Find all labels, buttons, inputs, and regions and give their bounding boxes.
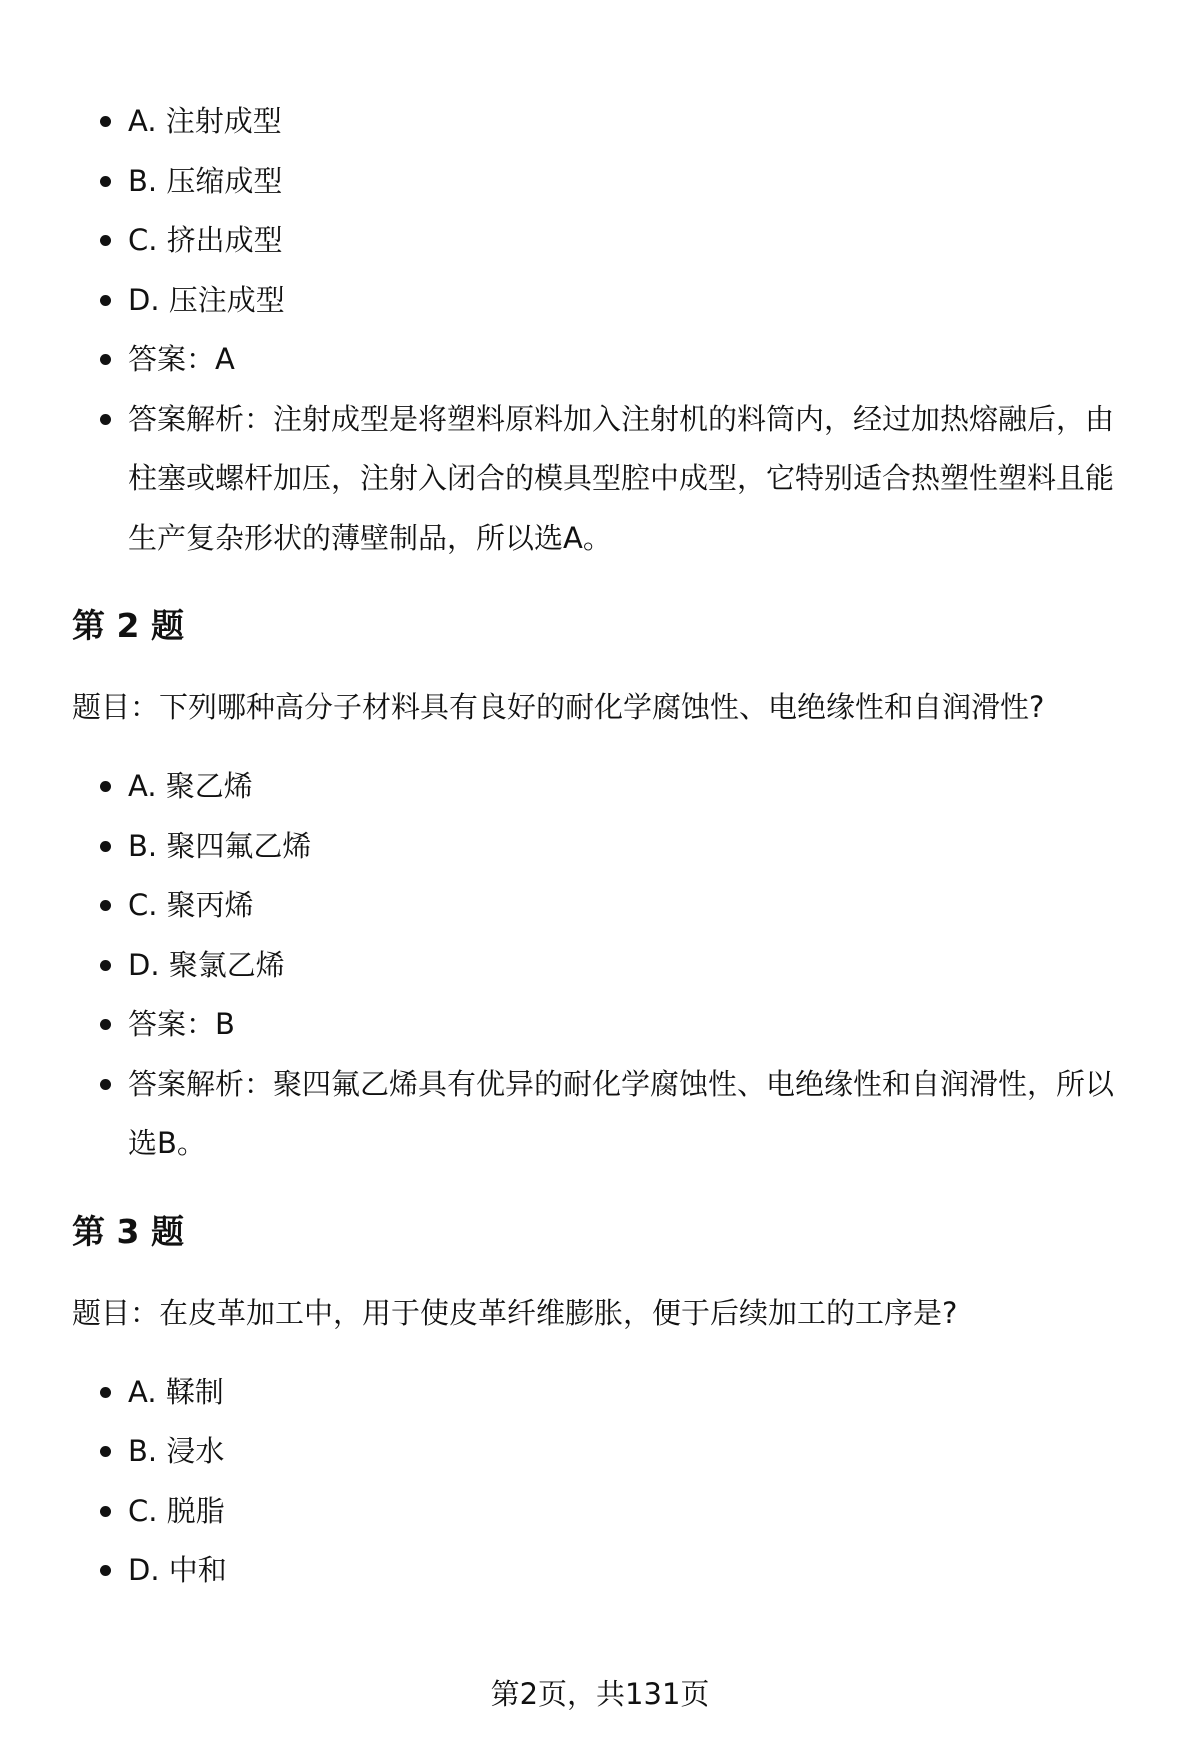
option-d: D. 压注成型 <box>72 271 1152 331</box>
question-2-heading: 第 2 题 <box>72 606 184 645</box>
option-c: C. 脱脂 <box>72 1482 1152 1542</box>
option-a: A. 聚乙烯 <box>72 757 1152 817</box>
question-3-heading: 第 3 题 <box>72 1211 184 1251</box>
answer-explanation <box>72 1055 1152 1174</box>
page-indicator: 第2页，共131页 <box>490 1677 710 1711</box>
question-2-stem: 题目：下列哪种高分子材料具有良好的耐化学腐蚀性、电绝缘性和自润滑性? <box>72 690 1045 724</box>
option-b: B. 浸水 <box>72 1422 1152 1482</box>
explanation-line: 柱塞或螺杆加压，注射入闭合的模具型腔中成型，它特别适合热塑性塑料且能 <box>128 461 1115 495</box>
question-2-options <box>72 757 1152 1174</box>
question-1-options <box>72 92 1152 568</box>
option-b: B. 聚四氟乙烯 <box>72 817 1152 877</box>
explanation-line: 答案解析：注射成型是将塑料原料加入注射机的料筒内，经过加热熔融后，由 <box>128 401 1115 436</box>
option-d: D. 聚氯乙烯 <box>72 936 1152 996</box>
option-a: A. 注射成型 <box>72 92 1152 152</box>
option-c: C. 挤出成型 <box>72 211 1152 271</box>
answer: 答案：B <box>72 995 1152 1055</box>
question-3-options <box>72 1363 1152 1601</box>
explanation-line: 选B。 <box>128 1126 206 1160</box>
explanation-line: 答案解析：聚四氟乙烯具有优异的耐化学腐蚀性、电绝缘性和自润滑性，所以 <box>128 1066 1115 1101</box>
option-a: A. 鞣制 <box>72 1363 1152 1423</box>
explanation-line: 生产复杂形状的薄壁制品，所以选A。 <box>128 520 612 555</box>
answer: 答案：A <box>72 330 1152 390</box>
document-body <box>72 92 1152 1601</box>
option-c: C. 聚丙烯 <box>72 876 1152 936</box>
option-d: D. 中和 <box>72 1541 1152 1601</box>
option-b: B. 压缩成型 <box>72 152 1152 212</box>
question-3-stem: 题目：在皮革加工中，用于使皮革纤维膨胀，便于后续加工的工序是? <box>72 1295 958 1330</box>
answer-explanation <box>72 390 1152 569</box>
